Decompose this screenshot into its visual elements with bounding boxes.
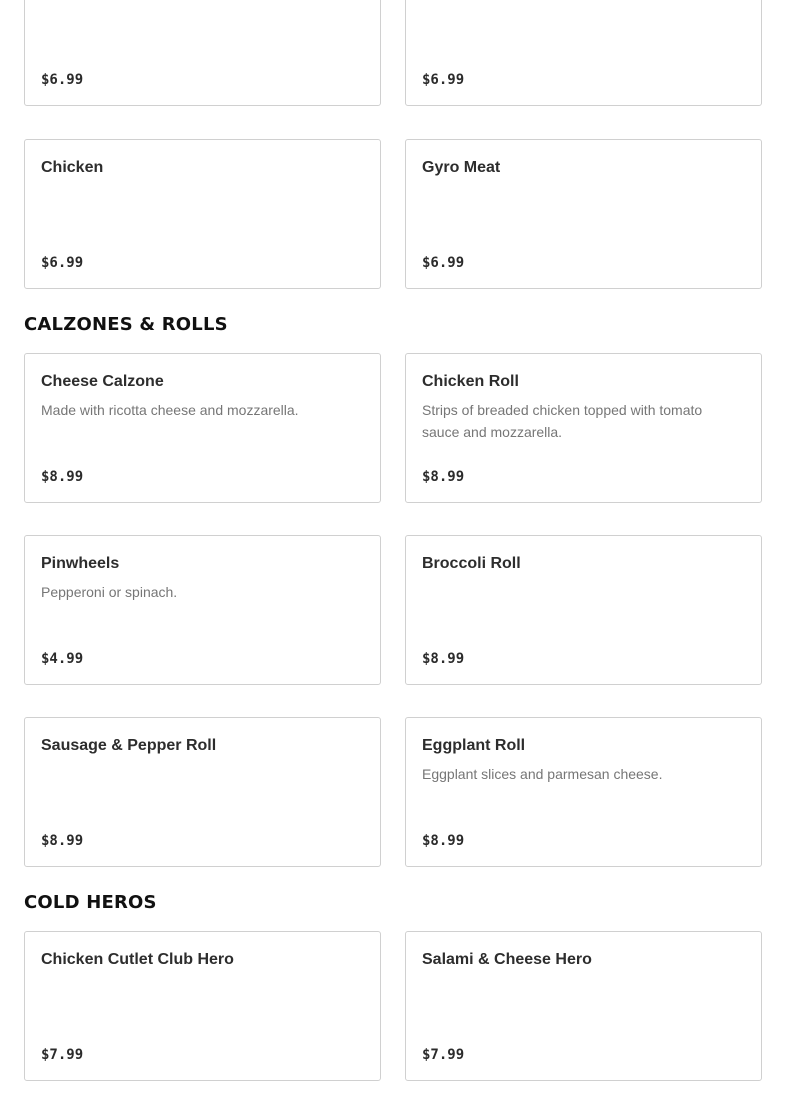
menu-item-price: $6.99 bbox=[422, 255, 465, 271]
menu-item-name: Cheese Calzone bbox=[41, 373, 164, 390]
menu-item-name: Sausage & Pepper Roll bbox=[41, 737, 217, 754]
menu-item-card[interactable] bbox=[405, 931, 762, 1081]
menu-item-price: $8.99 bbox=[422, 651, 465, 667]
menu-item-name: Chicken Cutlet Club Hero bbox=[41, 951, 234, 968]
menu-item-description: Made with ricotta cheese and mozzarella. bbox=[41, 402, 299, 418]
menu-item-price: $8.99 bbox=[41, 469, 84, 485]
menu-item-name: Eggplant Roll bbox=[422, 737, 526, 754]
menu-item-card[interactable] bbox=[24, 535, 381, 685]
menu-item-name: Salami & Cheese Hero bbox=[422, 951, 592, 968]
menu-item-price: $7.99 bbox=[422, 1047, 465, 1063]
menu-item-card[interactable] bbox=[405, 139, 762, 289]
menu-item-price: $8.99 bbox=[41, 833, 84, 849]
menu-item-price: $6.99 bbox=[41, 255, 84, 271]
menu-item-card[interactable] bbox=[405, 353, 762, 503]
section-title-calzones-rolls: CALZONES & ROLLS bbox=[24, 314, 228, 335]
menu-item-price: $6.99 bbox=[41, 72, 84, 88]
menu-item-card[interactable] bbox=[405, 535, 762, 685]
menu-item-description: Pepperoni or spinach. bbox=[41, 584, 178, 600]
menu-item-price: $8.99 bbox=[422, 469, 465, 485]
menu-item-card[interactable] bbox=[405, 0, 762, 106]
menu-item-card[interactable] bbox=[24, 139, 381, 289]
menu-item-description: Strips of breaded chicken topped with tomato sauce and mozzarella. bbox=[422, 402, 703, 440]
menu-item-card[interactable] bbox=[24, 353, 381, 503]
menu-item-name: Chicken bbox=[41, 159, 104, 176]
menu-item-card[interactable] bbox=[24, 717, 381, 867]
menu-item-card[interactable] bbox=[405, 717, 762, 867]
menu-item-name: Chicken Roll bbox=[422, 373, 519, 390]
menu-item-description: Eggplant slices and parmesan cheese. bbox=[422, 766, 663, 782]
menu-item-name: Gyro Meat bbox=[422, 159, 501, 176]
menu-item-card[interactable] bbox=[24, 0, 381, 106]
menu-item-price: $7.99 bbox=[41, 1047, 84, 1063]
menu-item-price: $6.99 bbox=[422, 72, 465, 88]
menu-item-price: $8.99 bbox=[422, 833, 465, 849]
menu-item-price: $4.99 bbox=[41, 651, 84, 667]
section-title-cold-heros: COLD HEROS bbox=[24, 892, 157, 913]
menu-item-name: Pinwheels bbox=[41, 555, 120, 572]
menu-item-name: Broccoli Roll bbox=[422, 555, 521, 572]
menu-item-card[interactable] bbox=[24, 931, 381, 1081]
